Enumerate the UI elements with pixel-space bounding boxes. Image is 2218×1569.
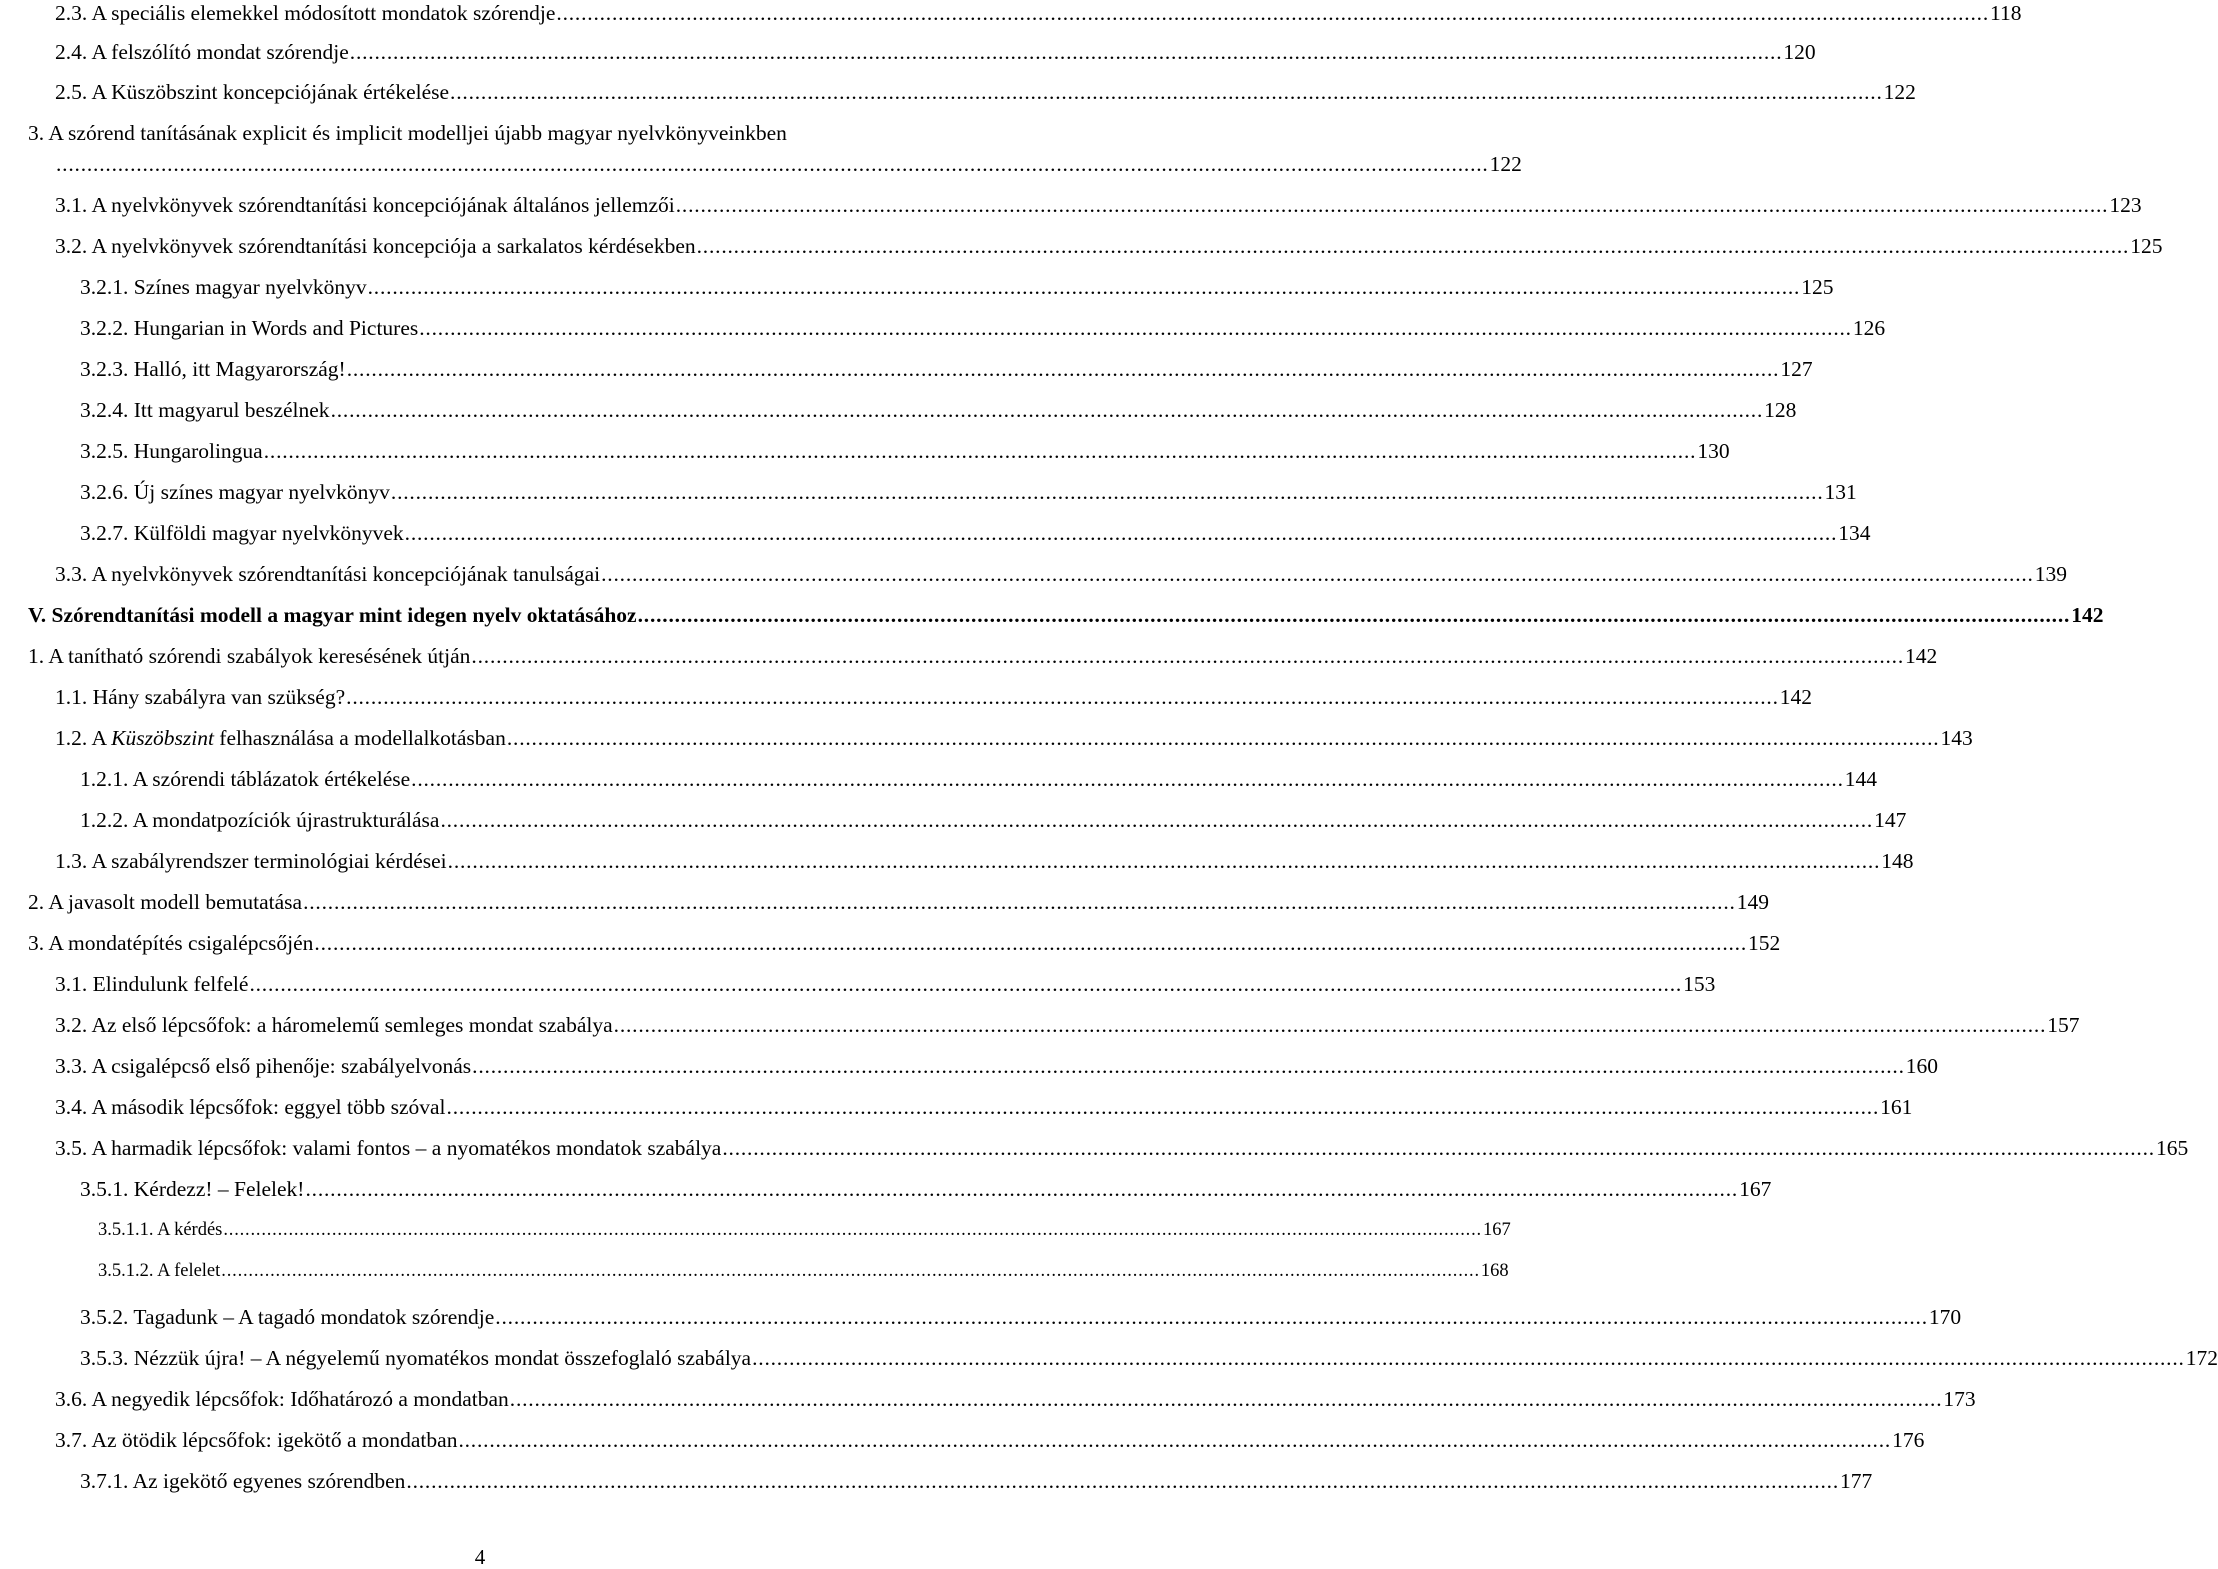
toc-entry [80,397,1797,423]
toc-page-number: 157 [2047,1013,2080,1037]
toc-entry-title: 2.5. A Küszöbszint koncepciójának értékelése [55,80,450,104]
leader-dots: ........................................................................................................................................................................................................................................ [556,1,1989,25]
toc-page-number: 144 [1844,767,1878,791]
toc-entry-title: 3.3. A nyelvkönyvek szórendtanítási koncepciójának tanulságai [55,562,601,586]
toc-page-number: 168 [1480,1261,1509,1281]
toc-entry-title [55,725,506,751]
toc-page-number: 165 [2155,1136,2189,1160]
toc-page-number: 120 [1783,40,1816,64]
leader-dots: ........................................................................................................................................................................................................................................ [601,562,2034,586]
toc-entry [55,1427,1925,1453]
leader-dots: ........................................................................................................................................................................................................................................ [637,603,2071,627]
toc-entry [80,315,1886,341]
toc-page-number: 167 [1739,1177,1772,1201]
toc-entry-title: 2.3. A speciális elemekkel módosított mondatok szórendje [55,1,556,25]
toc-entry-title: 3.5.1. Kérdezz! – Felelek! [80,1177,305,1201]
toc-entry [98,1258,1509,1284]
toc-page-number: 122 [1489,152,1522,176]
toc-entry-title: 3.1. A nyelvkönyvek szórendtanítási koncepciójának általános jellemzői [55,193,675,217]
toc-page-number: 172 [2185,1346,2218,1370]
leader-dots: ........................................................................................................................................................................................................................................ [223,1220,1482,1240]
toc-entry [28,643,1938,669]
toc-entry [55,561,2067,587]
toc-entry [28,889,1769,915]
toc-entry-title: 3.7.1. Az igekötő egyenes szórendben [80,1469,406,1493]
leader-dots: ........................................................................................................................................................................................................................................ [390,480,1824,504]
toc-entry [80,1345,2218,1371]
toc-entry [80,520,1871,546]
toc-entry-title: 3.1. Elindulunk felfelé [55,972,249,996]
toc-entry [55,971,1716,997]
toc-page-number: 173 [1943,1387,1976,1411]
toc-entry-title: 1.1. Hány szabályra van szükség? [55,685,346,709]
toc-page-number: 177 [1840,1469,1873,1493]
toc-page-number: 139 [2034,562,2067,586]
toc-entry-title: 1. A tanítható szórendi szabályok keresésének útján [28,644,471,668]
toc-entry-title: 3.4. A második lépcsőfok: eggyel több szóval [55,1095,446,1119]
leader-dots: ........................................................................................................................................................................................................................................ [696,234,2130,258]
leader-dots: ........................................................................................................................................................................................................................................ [367,275,1801,299]
toc-entry-title: 3.5.3. Nézzük újra! – A négyelemű nyomatékos mondat összefoglaló szabálya [80,1346,752,1370]
toc-page-number: 131 [1824,480,1857,504]
toc-entry-title: 3.7. Az ötödik lépcsőfok: igekötő a mondatban [55,1428,458,1452]
toc-entry [55,848,1914,874]
toc-page-number: 147 [1874,808,1907,832]
toc-entry [80,1468,1873,1494]
toc-page-number: 125 [1801,275,1834,299]
leader-dots: ........................................................................................................................................................................................................................................ [346,685,1779,709]
leader-dots: ........................................................................................................................................................................................................................................ [406,1469,1840,1493]
toc-entry-title: 3.5.1.2. A felelet [98,1261,221,1281]
toc-page-number: 125 [2130,234,2163,258]
leader-dots: ........................................................................................................................................................................................................................................ [56,152,1489,176]
toc-entry-title: 3.5. A harmadik lépcsőfok: valami fontos – a nyomatékos mondatok szabálya [55,1136,722,1160]
toc-entry-title: V. Szórendtanítási modell a magyar mint idegen nyelv oktatásához [28,603,637,627]
toc-entry [55,1012,2080,1038]
toc-page-number: 167 [1482,1220,1511,1240]
toc-entry-title: 2.4. A felszólító mondat szórendje [55,40,349,64]
toc-entry [55,233,2163,259]
toc-page-number: 148 [1881,849,1914,873]
leader-dots: ........................................................................................................................................................................................................................................ [314,931,1748,955]
leader-dots: ........................................................................................................................................................................................................................................ [675,193,2109,217]
toc-entry-title: 3.3. A csigalépcső első pihenője: szabályelvonás [55,1054,472,1078]
toc-entry-title: 1.2.2. A mondatpozíciók újrastrukturálása [80,808,440,832]
toc-entry [80,356,1813,382]
toc-entry-title: 3. A szórend tanításának explicit és implicit modelljei újabb magyar nyelvkönyveinkben [28,121,787,145]
leader-dots: ........................................................................................................................................................................................................................................ [471,644,1905,668]
leader-dots: ........................................................................................................................................................................................................................................ [305,1177,1739,1201]
toc-entry-title-prefix: 1.2. A [55,726,112,750]
leader-dots: ........................................................................................................................................................................................................................................ [440,808,1874,832]
toc-page-number: 128 [1764,398,1797,422]
toc-page-number: 152 [1748,931,1781,955]
toc-entry [80,766,1878,792]
toc-entry-title: 3.2.4. Itt magyarul beszélnek [80,398,330,422]
toc-chapter-entry [28,602,2104,628]
toc-entry-title: 3.2.3. Halló, itt Magyarország! [80,357,346,381]
leader-dots: ........................................................................................................................................................................................................................................ [346,357,1780,381]
toc-entry-continuation [55,151,1522,177]
leader-dots: ........................................................................................................................................................................................................................................ [263,439,1697,463]
toc-entry [98,1217,1511,1243]
toc-entry-title-suffix: felhasználása a modellalkotásban [213,726,506,750]
toc-entry [80,479,1857,505]
toc-page-number: 142 [1779,685,1813,709]
toc-entry-title: 3.6. A negyedik lépcsőfok: Időhatározó a mondatban [55,1387,509,1411]
toc-entry [80,1176,1772,1202]
leader-dots: ........................................................................................................................................................................................................................................ [472,1054,1905,1078]
leader-dots: ........................................................................................................................................................................................................................................ [447,849,1881,873]
toc-entry [55,192,2142,218]
toc-entry-title: 3.2.2. Hungarian in Words and Pictures [80,316,419,340]
leader-dots: ........................................................................................................................................................................................................................................ [458,1428,1892,1452]
toc-entry [55,79,1916,105]
toc-page-number: 149 [1736,890,1769,914]
toc-page-number: 153 [1683,972,1716,996]
toc-page-number: 134 [1838,521,1871,545]
toc-entry [28,930,1781,956]
leader-dots: ........................................................................................................................................................................................................................................ [404,521,1838,545]
toc-page-number: 176 [1892,1428,1925,1452]
leader-dots: ........................................................................................................................................................................................................................................ [495,1305,1928,1329]
leader-dots: ........................................................................................................................................................................................................................................ [303,890,1736,914]
toc-entry-title: 3.2. Az első lépcsőfok: a háromelemű semleges mondat szabálya [55,1013,613,1037]
toc-entry [80,274,1834,300]
toc-entry [55,0,2022,26]
leader-dots: ........................................................................................................................................................................................................................................ [249,972,1683,996]
toc-entry-title: 3.2.6. Új színes magyar nyelvkönyv [80,480,390,504]
toc-page-number: 122 [1883,80,1916,104]
leader-dots: ........................................................................................................................................................................................................................................ [446,1095,1880,1119]
page-number: 4 [474,1545,486,1569]
leader-dots: ........................................................................................................................................................................................................................................ [509,1387,1943,1411]
toc-page-number: 127 [1780,357,1813,381]
leader-dots: ........................................................................................................................................................................................................................................ [752,1346,2185,1370]
toc-entry-title: 3.2.5. Hungarolingua [80,439,263,463]
toc-page-number: 126 [1852,316,1886,340]
toc-entry-title: 1.3. A szabályrendszer terminológiai kérdései [55,849,447,873]
toc-entry [55,1386,1976,1412]
toc-entry [55,39,1816,65]
leader-dots: ........................................................................................................................................................................................................................................ [330,398,1764,422]
toc-entry [55,1135,2189,1161]
leader-dots: ........................................................................................................................................................................................................................................ [450,80,1883,104]
toc-entry-title-italic: Küszöbszint [111,726,214,750]
toc-page-number: 142 [2071,603,2104,627]
toc-entry-title: 3.5.2. Tagadunk – A tagadó mondatok szórendje [80,1305,495,1329]
toc-entry [55,725,1973,751]
toc-entry [55,684,1813,710]
toc-page-number: 142 [1905,644,1938,668]
leader-dots: ........................................................................................................................................................................................................................................ [506,726,1940,750]
toc-entry [80,438,1730,464]
toc-entry-title: 3.2.1. Színes magyar nyelvkönyv [80,275,367,299]
leader-dots: ........................................................................................................................................................................................................................................ [221,1261,1480,1281]
toc-entry-title: 3.2. A nyelvkönyvek szórendtanítási koncepciója a sarkalatos kérdésekben [55,234,696,258]
toc-entry [80,1304,1962,1330]
leader-dots: ........................................................................................................................................................................................................................................ [613,1013,2047,1037]
toc-entry-title: 3.5.1.1. A kérdés [98,1220,223,1240]
toc-entry-title: 1.2.1. A szórendi táblázatok értékelése [80,767,411,791]
toc-entry [80,807,1907,833]
leader-dots: ........................................................................................................................................................................................................................................ [419,316,1852,340]
toc-page-number: 130 [1697,439,1730,463]
leader-dots: ........................................................................................................................................................................................................................................ [411,767,1844,791]
toc-entry [55,1053,1939,1079]
toc-page-number: 170 [1928,1305,1962,1329]
toc-entry-title: 2. A javasolt modell bemutatása [28,890,303,914]
toc-entry [28,120,950,146]
toc-entry-title: 3. A mondatépítés csigalépcsőjén [28,931,314,955]
toc-page-number: 160 [1905,1054,1939,1078]
toc-page-number: 118 [1990,1,2022,25]
leader-dots: ........................................................................................................................................................................................................................................ [722,1136,2155,1160]
toc-entry [55,1094,1913,1120]
leader-dots: ........................................................................................................................................................................................................................................ [349,40,1783,64]
toc-page-number: 161 [1880,1095,1913,1119]
toc-page-number: 143 [1940,726,1973,750]
toc-entry-title: 3.2.7. Külföldi magyar nyelvkönyvek [80,521,404,545]
toc-page-number: 123 [2109,193,2142,217]
